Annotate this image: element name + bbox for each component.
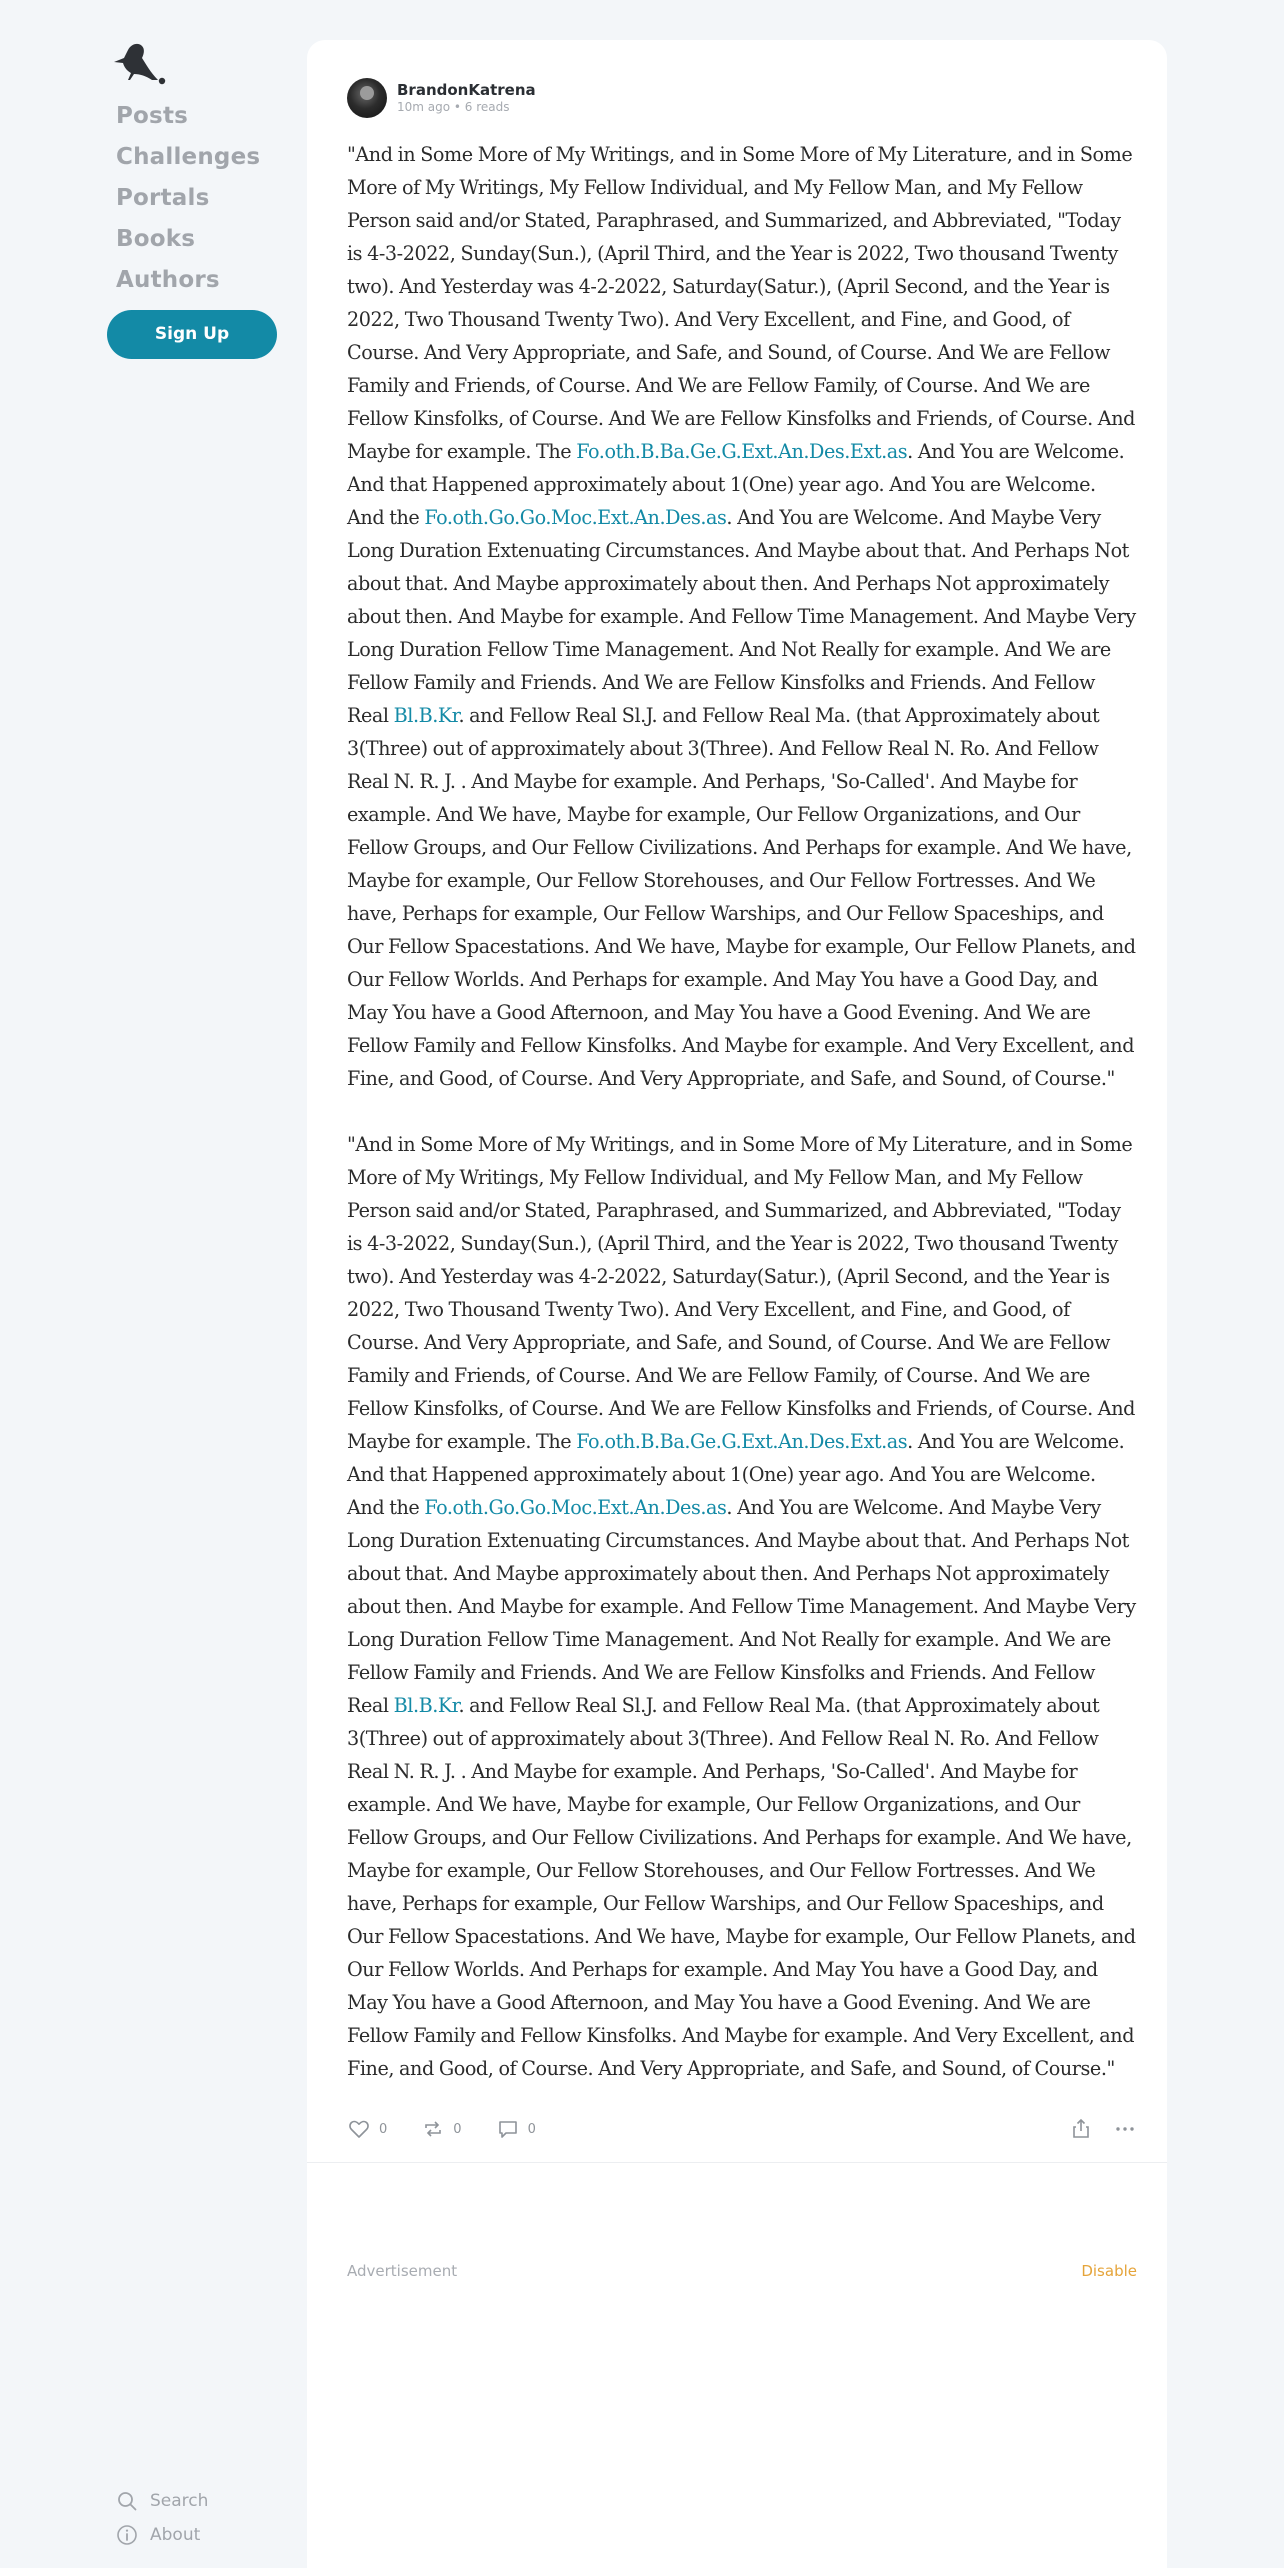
post-body bbox=[347, 138, 1137, 2118]
paragraph-text: . And You are Welcome. And Maybe Very Long Duration Extenuating Circumstances. And Maybe about that. And Perhaps Not about that. And Maybe approximately about then. And Perhaps Not approximately about then. And Maybe for example. And Fellow Time Management. And Maybe Very Long Duration Fellow Time Management. And Not Really for example. And We are Fellow Family and Friends. And We are Fellow Kinsfolks and Friends. And Fellow Real bbox=[347, 1496, 1136, 1717]
post-meta: 10m ago • 6 reads bbox=[397, 100, 510, 114]
paragraph-text: . and Fellow Real Sl.J. and Fellow Real Ma. (that Approximately about 3(Three) out of approximately about 3(Three). And Fellow Real N. Ro. And Fellow Real N. R. J. . And Maybe for example. And Perhaps, 'So-Called'. And Maybe for example. And We have, Maybe for example, Our Fellow Organizations, and Our Fellow Groups, and Our Fellow Civilizations. And Perhaps for example. And We have, Maybe for example, Our Fellow Storehouses, and Our Fellow Fortresses. And We have, Perhaps for example, Our Fellow Warships, and Our Fellow Spaceships, and Our Fellow Spacestations. And We have, Maybe for example, Our Fellow Planets, and Our Fellow Worlds. And Perhaps for example. And May You have a Good Day, and May You have a Good Afternoon, and May You have a Good Evening. And We are Fellow Family and Fellow Kinsfolks. And Maybe for example. And Very Excellent, and Fine, and Good, of Course. And Very Appropriate, and Safe, and Sound, of Course." bbox=[347, 1694, 1136, 2080]
advertisement-label: Advertisement bbox=[347, 2262, 458, 2280]
more-icon bbox=[1113, 2117, 1137, 2141]
sidebar bbox=[0, 0, 300, 2568]
avatar[interactable] bbox=[347, 78, 387, 118]
nav-posts[interactable]: Posts bbox=[116, 103, 189, 129]
search-icon bbox=[116, 2490, 138, 2512]
post-author[interactable] bbox=[347, 78, 536, 118]
paragraph-text: . And You are Welcome. And that Happened approximately about 1(One) year ago. And You are Welcome. And the bbox=[347, 440, 1125, 529]
disable-ads-link[interactable]: Disable bbox=[1081, 2262, 1137, 2280]
nav-books[interactable]: Books bbox=[116, 226, 196, 252]
comment-icon bbox=[496, 2117, 520, 2141]
post-actions bbox=[347, 2113, 1137, 2145]
repost-count: 0 bbox=[453, 2121, 462, 2137]
about-label: About bbox=[150, 2525, 201, 2545]
tag-link[interactable]: Fo.oth.Go.Go.Moc.Ext.An.Des.as bbox=[424, 1496, 727, 1519]
comment-button[interactable] bbox=[496, 2117, 536, 2141]
crow-logo-icon[interactable] bbox=[112, 40, 166, 86]
comment-count: 0 bbox=[527, 2121, 536, 2137]
nav-challenges[interactable]: Challenges bbox=[116, 144, 261, 170]
search-link[interactable] bbox=[116, 2484, 208, 2518]
info-icon bbox=[116, 2524, 138, 2546]
tag-link[interactable]: Fo.oth.B.Ba.Ge.G.Ext.An.Des.Ext.as bbox=[576, 1430, 908, 1453]
tag-link[interactable]: Bl.B.Kr bbox=[393, 704, 459, 727]
repost-button[interactable] bbox=[421, 2117, 461, 2141]
post-paragraph bbox=[347, 1128, 1137, 2085]
sign-up-button[interactable]: Sign Up bbox=[107, 310, 277, 359]
tag-link[interactable]: Fo.oth.B.Ba.Ge.G.Ext.An.Des.Ext.as bbox=[576, 440, 908, 463]
search-label: Search bbox=[150, 2491, 209, 2511]
like-button[interactable] bbox=[347, 2117, 387, 2141]
tag-link[interactable]: Fo.oth.Go.Go.Moc.Ext.An.Des.as bbox=[424, 506, 727, 529]
nav-authors[interactable]: Authors bbox=[116, 267, 220, 293]
more-button[interactable] bbox=[1113, 2117, 1137, 2141]
paragraph-text: "And in Some More of My Writings, and in Some More of My Literature, and in Some More of My Writings, My Fellow Individual, and My Fellow Man, and My Fellow Person said and/or Stated, Paraphrased, and Summarized, and Abbreviated, "Today is 4-3-2022, Sunday(Sun.), (April Third, and the Year is 2022, Two thousand Twenty two). And Yesterday was 4-2-2022, Saturday(Satur.), (April Second, and the Year is 2022, Two Thousand Twenty Two). And Very Excellent, and Fine, and Good, of Course. And Very Appropriate, and Safe, and Sound, of Course. And We are Fellow Family and Friends, of Course. And We are Fellow Family, of Course. And We are Fellow Kinsfolks, of Course. And We are Fellow Kinsfolks and Friends, of Course. And Maybe for example. The bbox=[347, 143, 1135, 463]
sidebar-footer bbox=[116, 2484, 208, 2552]
repost-icon bbox=[421, 2117, 445, 2141]
paragraph-text: . And You are Welcome. And Maybe Very Long Duration Extenuating Circumstances. And Maybe about that. And Perhaps Not about that. And Maybe approximately about then. And Perhaps Not approximately about then. And Maybe for example. And Fellow Time Management. And Maybe Very Long Duration Fellow Time Management. And Not Really for example. And We are Fellow Family and Friends. And We are Fellow Kinsfolks and Friends. And Fellow Real bbox=[347, 506, 1136, 727]
paragraph-text: . And You are Welcome. And that Happened approximately about 1(One) year ago. And You are Welcome. And the bbox=[347, 1430, 1125, 1519]
share-icon bbox=[1069, 2117, 1093, 2141]
post-card bbox=[307, 40, 1167, 2568]
like-count: 0 bbox=[379, 2121, 388, 2137]
divider bbox=[307, 2162, 1167, 2163]
share-button[interactable] bbox=[1069, 2117, 1093, 2141]
heart-icon bbox=[347, 2117, 371, 2141]
post-paragraph bbox=[347, 138, 1137, 1095]
about-link[interactable] bbox=[116, 2518, 208, 2552]
main-nav bbox=[116, 96, 260, 301]
post-menu bbox=[1049, 2117, 1137, 2141]
paragraph-text: . and Fellow Real Sl.J. and Fellow Real Ma. (that Approximately about 3(Three) out of approximately about 3(Three). And Fellow Real N. Ro. And Fellow Real N. R. J. . And Maybe for example. And Perhaps, 'So-Called'. And Maybe for example. And We have, Maybe for example, Our Fellow Organizations, and Our Fellow Groups, and Our Fellow Civilizations. And Perhaps for example. And We have, Maybe for example, Our Fellow Storehouses, and Our Fellow Fortresses. And We have, Perhaps for example, Our Fellow Warships, and Our Fellow Spaceships, and Our Fellow Spacestations. And We have, Maybe for example, Our Fellow Planets, and Our Fellow Worlds. And Perhaps for example. And May You have a Good Day, and May You have a Good Afternoon, and May You have a Good Evening. And We are Fellow Family and Fellow Kinsfolks. And Maybe for example. And Very Excellent, and Fine, and Good, of Course. And Very Appropriate, and Safe, and Sound, of Course." bbox=[347, 704, 1136, 1090]
tag-link[interactable]: Bl.B.Kr bbox=[393, 1694, 459, 1717]
author-name[interactable]: BrandonKatrena bbox=[397, 81, 536, 99]
nav-portals[interactable]: Portals bbox=[116, 185, 210, 211]
advertisement-bar bbox=[347, 2262, 1137, 2280]
paragraph-text: "And in Some More of My Writings, and in Some More of My Literature, and in Some More of My Writings, My Fellow Individual, and My Fellow Man, and My Fellow Person said and/or Stated, Paraphrased, and Summarized, and Abbreviated, "Today is 4-3-2022, Sunday(Sun.), (April Third, and the Year is 2022, Two thousand Twenty two). And Yesterday was 4-2-2022, Saturday(Satur.), (April Second, and the Year is 2022, Two Thousand Twenty Two). And Very Excellent, and Fine, and Good, of Course. And Very Appropriate, and Safe, and Sound, of Course. And We are Fellow Family and Friends, of Course. And We are Fellow Family, of Course. And We are Fellow Kinsfolks, of Course. And We are Fellow Kinsfolks and Friends, of Course. And Maybe for example. The bbox=[347, 1133, 1135, 1453]
